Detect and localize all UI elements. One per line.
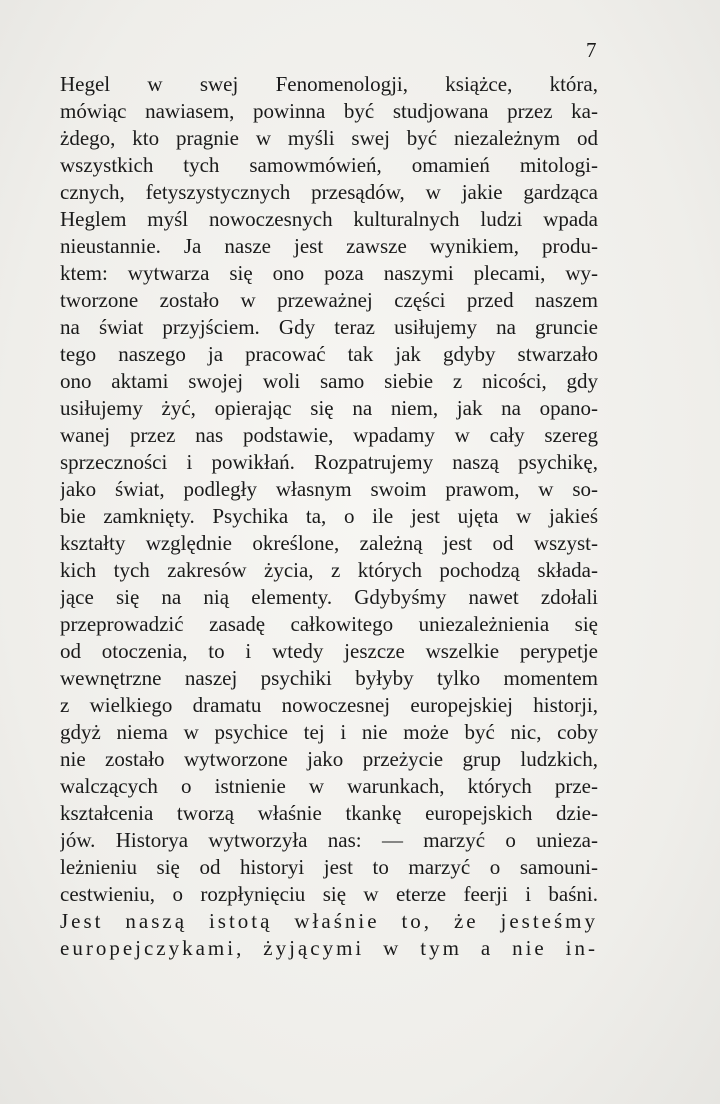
text-line: usiłujemy żyć, opierając się na niem, jak na opano- [60, 396, 598, 420]
text-line: kształcenia tworzą właśnie tkankę europejskich dzie- [60, 801, 598, 825]
text-line: mówiąc nawiasem, powinna być studjowana przez ka- [60, 99, 598, 123]
body-text [60, 71, 598, 962]
text-line: ktem: wytwarza się ono poza naszymi plecami, wy- [60, 261, 598, 285]
text-line: z wielkiego dramatu nowoczesnej europejskiej historji, [60, 693, 598, 717]
page-number: 7 [586, 38, 597, 62]
text-line: cestwieniu, o rozpłynięciu się w eterze feerji i baśni. [60, 882, 598, 906]
text-line: wanej przez nas podstawie, wpadamy w cały szereg [60, 423, 598, 447]
text-line: jące się na nią elementy. Gdybyśmy nawet zdołali [60, 585, 598, 609]
text-line: Heglem myśl nowoczesnych kulturalnych ludzi wpada [60, 207, 598, 231]
text-line: sprzeczności i powikłań. Rozpatrujemy naszą psychikę, [60, 450, 598, 474]
text-line: wewnętrzne naszej psychiki byłyby tylko momentem [60, 666, 598, 690]
text-line: od otoczenia, to i wtedy jeszcze wszelkie perypetje [60, 639, 598, 663]
text-line: leżnieniu się od historyi jest to marzyć o samouni- [60, 855, 598, 879]
text-line: żdego, kto pragnie w myśli swej być niezależnym od [60, 126, 598, 150]
text-line: ono aktami swojej woli samo siebie z nicości, gdy [60, 369, 598, 393]
text-line: walczących o istnienie w warunkach, których prze- [60, 774, 598, 798]
text-line-spaced: Jest naszą istotą właśnie to, że jesteśmy [60, 909, 598, 933]
text-line: tworzone zostało w przeważnej części przed naszem [60, 288, 598, 312]
text-line: tego naszego ja pracować tak jak gdyby stwarzało [60, 342, 598, 366]
text-line: bie zamknięty. Psychika ta, o ile jest ujęta w jakieś [60, 504, 598, 528]
text-line: gdyż niema w psychice tej i nie może być nic, coby [60, 720, 598, 744]
text-line: kich tych zakresów życia, z których pochodzą składa- [60, 558, 598, 582]
text-line: jów. Historya wytworzyła nas: — marzyć o unieza- [60, 828, 598, 852]
text-line: Hegel w swej Fenomenologji, książce, która, [60, 72, 598, 96]
text-line: nieustannie. Ja nasze jest zawsze wynikiem, produ- [60, 234, 598, 258]
text-line: wszystkich tych samowmówień, omamień mitologi- [60, 153, 598, 177]
text-line-spaced: europejczykami, żyjącymi w tym a nie in- [60, 936, 598, 960]
text-line: przeprowadzić zasadę całkowitego uniezależnienia się [60, 612, 598, 636]
text-line: kształty względnie określone, zależną jest od wszyst- [60, 531, 598, 555]
text-line: jako świat, podległy własnym swoim prawom, w so- [60, 477, 598, 501]
text-line: nie zostało wytworzone jako przeżycie grup ludzkich, [60, 747, 598, 771]
text-line: cznych, fetyszystycznych przesądów, w jakie gardząca [60, 180, 598, 204]
text-line: na świat przyjściem. Gdy teraz usiłujemy na gruncie [60, 315, 598, 339]
